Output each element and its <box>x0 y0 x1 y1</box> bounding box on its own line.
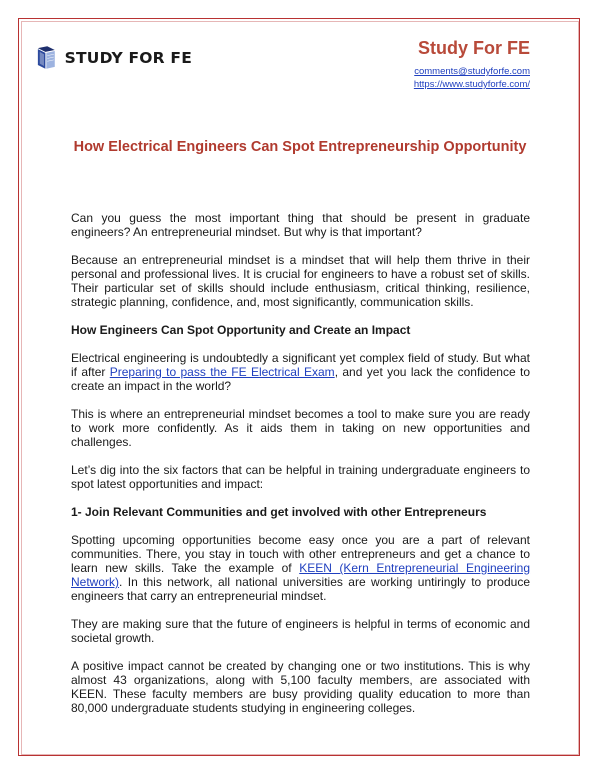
paragraph: This is where an entrepreneurial mindset becomes a tool to make sure you are ready to work more confidently. As it aids them in taking on new opportunities and challenges. <box>71 407 530 449</box>
paragraph-text: . In this network, all national universities are working untiringly to produce engineers that carry an entrepreneurial mindset. <box>71 575 530 603</box>
section-heading: 1- Join Relevant Communities and get involved with other Entrepreneurs <box>71 505 487 519</box>
email-link[interactable]: comments@studyforfe.com <box>414 66 530 77</box>
paragraph-text: Spotting upcoming opportunities become easy once you are a part of relevant communities. There, you stay in touch with other entrepreneurs and get a chance to learn new skills. Take the example of <box>71 533 530 575</box>
book-logo-icon <box>36 31 57 85</box>
document-title: How Electrical Engineers Can Spot Entrepreneurship Opportunity <box>73 139 527 155</box>
website-link[interactable]: https://www.studyforfe.com/ <box>413 79 530 90</box>
paragraph <box>71 533 530 603</box>
keen-link[interactable]: KEEN (Kern Entrepreneurial Engineering Network) <box>71 561 531 589</box>
brand-name: Study For FE <box>418 38 530 58</box>
logo-text: STUDY FOR FE <box>64 49 192 67</box>
article-body <box>71 211 530 729</box>
paragraph: Can you guess the most important thing that should be present in graduate engineers? An entrepreneurial mindset. But why is that important? <box>71 211 530 239</box>
paragraph-text: , and yet you lack the confidence to create an impact in the world? <box>71 365 531 393</box>
paragraph <box>71 351 530 393</box>
logo <box>32 28 192 88</box>
paragraph: Let’s dig into the six factors that can be helpful in training undergraduate engineers to spot latest opportunities and impact: <box>71 463 530 491</box>
paragraph: They are making sure that the future of engineers is helpful in terms of economic and societal growth. <box>71 617 530 645</box>
section-heading: How Engineers Can Spot Opportunity and Create an Impact <box>71 323 411 337</box>
brand-block <box>414 38 530 91</box>
fe-electrical-exam-link[interactable]: Preparing to pass the FE Electrical Exam <box>109 365 335 379</box>
paragraph-text: Electrical engineering is undoubtedly a significant yet complex field of study. But what if after <box>71 351 530 379</box>
paragraph: Because an entrepreneurial mindset is a mindset that will help them thrive in their personal and professional lives. It is crucial for engineers to have a robust set of skills. Their particular set of skills should include enthusiasm, critical thinking, resilience, strategic planning, confidence, and, most significantly, communication skills. <box>71 253 530 309</box>
paragraph: A positive impact cannot be created by changing one or two institutions. This is why almost 43 organizations, along with 5,100 faculty members, are associated with KEEN. These faculty members are busy providing quality education to more than 80,000 undergraduate students studying in engineering colleges. <box>71 659 530 715</box>
